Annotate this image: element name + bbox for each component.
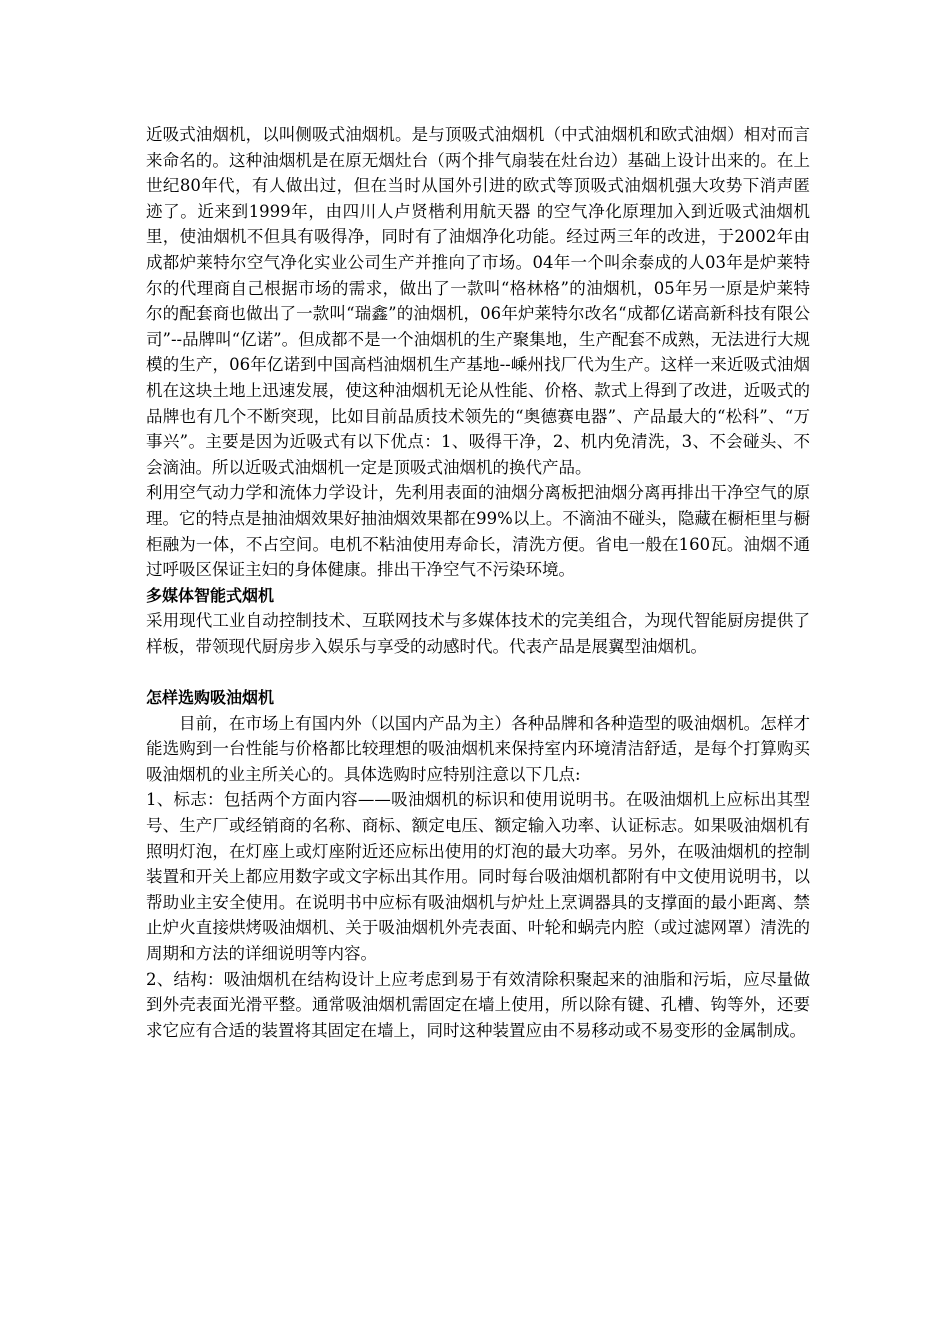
paragraph-choose-intro: 目前，在市场上有国内外（以国内产品为主）各种品牌和各种造型的吸油烟机。怎样才能选购到一台性能与价格都比较理想的吸油烟机来保持室内环境清洁舒适，是每个打算购买吸油烟机的业主所关心的。具体选购时应特别注意以下几点: — [146, 713, 810, 784]
blank-line — [146, 659, 810, 685]
heading-how-to-choose: 怎样选购吸油烟机 — [146, 688, 275, 708]
paragraph-point-structure: 2、结构：吸油烟机在结构设计上应考虑到易于有效清除积聚起来的油脂和污垢，应尽量做到外壳表面光滑平整。通常吸油烟机需固定在墙上使用，所以除有键、孔槽、钩等外，还要求它应有合适的装置将其固定在墙上，同时这种装置应由不易移动或不易变形的金属制成。 — [146, 969, 810, 1040]
heading-multimedia-hood: 多媒体智能式烟机 — [146, 585, 275, 605]
document-body — [146, 122, 810, 1043]
paragraph-multimedia-description: 采用现代工业自动控制技术、互联网技术与多媒体技术的完美组合，为现代智能厨房提供了样板，带领现代厨房步入娱乐与享受的动感时代。代表产品是展翼型油烟机。 — [146, 611, 810, 656]
paragraph-near-suction-history: 近吸式油烟机，以叫侧吸式油烟机。是与顶吸式油烟机（中式油烟机和欧式油烟）相对而言来命名的。这种油烟机是在原无烟灶台（两个排气扇装在灶台边）基础上设计出来的。在上世纪80年代，有人做出过，但在当时从国外引进的欧式等顶吸式油烟机强大攻势下消声匿迹了。近来到1999年，由四川人卢贤楷利用航天器 的空气净化原理加入到近吸式油烟机里，使油烟机不但具有吸得净，同时有了油烟净化功能。经过两三年的改进，于2002年由成都炉莱特尔空气净化实业公司生产并推向了市场。04年一个叫余泰成的人03年是炉莱特尔的代理商自己根据市场的需求，做出了一款叫“格林格”的油烟机，05年另一原是炉莱特尔的配套商也做出了一款叫“瑞鑫”的油烟机，06年炉莱特尔改名“成都亿诺高新科技有限公司”--品牌叫“亿诺”。但成都不是一个油烟机的生产聚集地，生产配套不成熟，无法进行大规模的生产，06年亿诺到中国高档油烟机生产基地--嵊州找厂代为生产。这样一来近吸式油烟机在这块土地上迅速发展，使这种油烟机无论从性能、价格、款式上得到了改进，近吸式的品牌也有几个不断突现，比如目前品质技术领先的“奥德赛电器”、产品最大的“松科”、“万事兴”。主要是因为近吸式有以下优点：1、吸得干净，2、机内免清洗，3、不会碰头、不会滴油。所以近吸式油烟机一定是顶吸式油烟机的换代产品。 — [146, 125, 810, 477]
paragraph-design-principle: 利用空气动力学和流体力学设计，先利用表面的油烟分离板把油烟分离再排出干净空气的原理。它的特点是抽油烟效果好抽油烟效果都在99%以上。不滴油不碰头，隐藏在橱柜里与橱柜融为一体，不占空间。电机不粘油使用寿命长，清洗方便。省电一般在160瓦。油烟不通过呼吸区保证主妇的身体健康。排出干净空气不污染环境。 — [146, 483, 810, 580]
paragraph-point-marking: 1、标志：包括两个方面内容——吸油烟机的标识和使用说明书。在吸油烟机上应标出其型号、生产厂或经销商的名称、商标、额定电压、额定输入功率、认证标志。如果吸油烟机有照明灯泡，在灯座上或灯座附近还应标出使用的灯泡的最大功率。另外，在吸油烟机的控制装置和开关上都应用数字或文字标出其作用。同时每台吸油烟机都附有中文使用说明书，以帮助业主安全使用。在说明书中应标有吸油烟机与炉灶上烹调器具的支撑面的最小距离、禁止炉火直接烘烤吸油烟机、关于吸油烟机外壳表面、叶轮和蜗壳内腔（或过滤网罩）清洗的周期和方法的详细说明等内容。 — [146, 790, 810, 963]
